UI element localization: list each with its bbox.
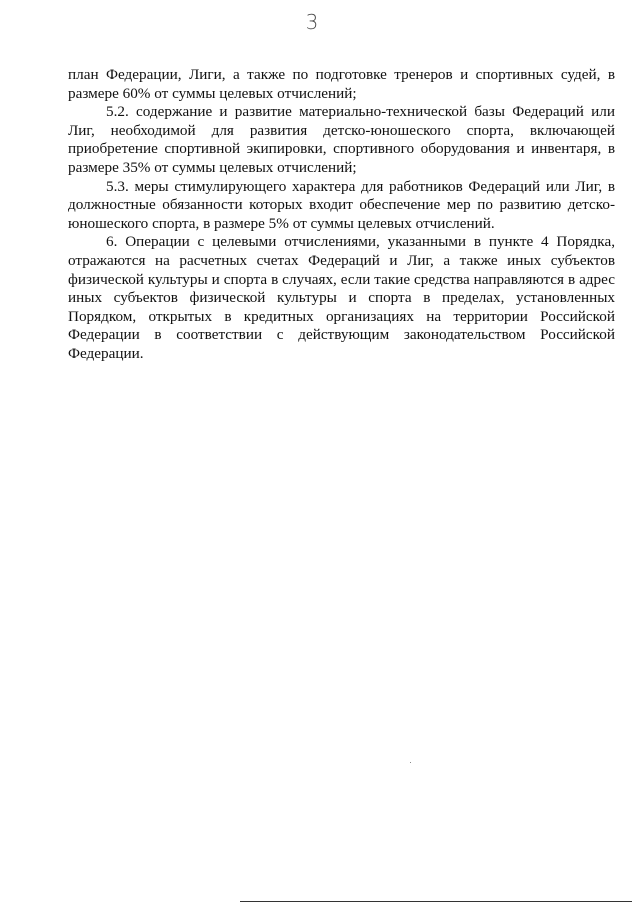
page-number: 3 [305,10,319,34]
paragraph-item-5-3: 5.3. меры стимулирующего характера для работников Федераций или Лиг, в должностные обязанности которых входит обеспечение мер по развитию детско-юношеского спорта, в размере 5% от суммы целевых отчислений. [68,177,615,232]
scan-edge-line [240,901,632,902]
document-body [68,66,615,364]
paragraph-item-5-2: 5.2. содержание и развитие материально-технической базы Федераций или Лиг, необходимой для развития детско-юношеского спорта, включающей приобретение спортивной экипировки, спортивного оборудования и инвентаря, в размере 35% от суммы целевых отчислений; [68,103,615,176]
paragraph-continuation: план Федерации, Лиги, а также по подготовке тренеров и спортивных судей, в размере 60% от суммы целевых отчислений; [68,66,615,102]
paragraph-item-6: 6. Операции с целевыми отчислениями, указанными в пункте 4 Порядка, отражаются на расчетных счетах Федераций и Лиг, а также иных субъектов физической культуры и спорта в случаях, если такие средства направляются в адрес иных субъектов физической культуры и спорта в пределах, установленных Порядком, открытых в кредитных организациях на территории Российской Федерации в соответствии с действующим законодательством Российской Федерации. [68,233,615,362]
scan-speck [410,762,411,763]
